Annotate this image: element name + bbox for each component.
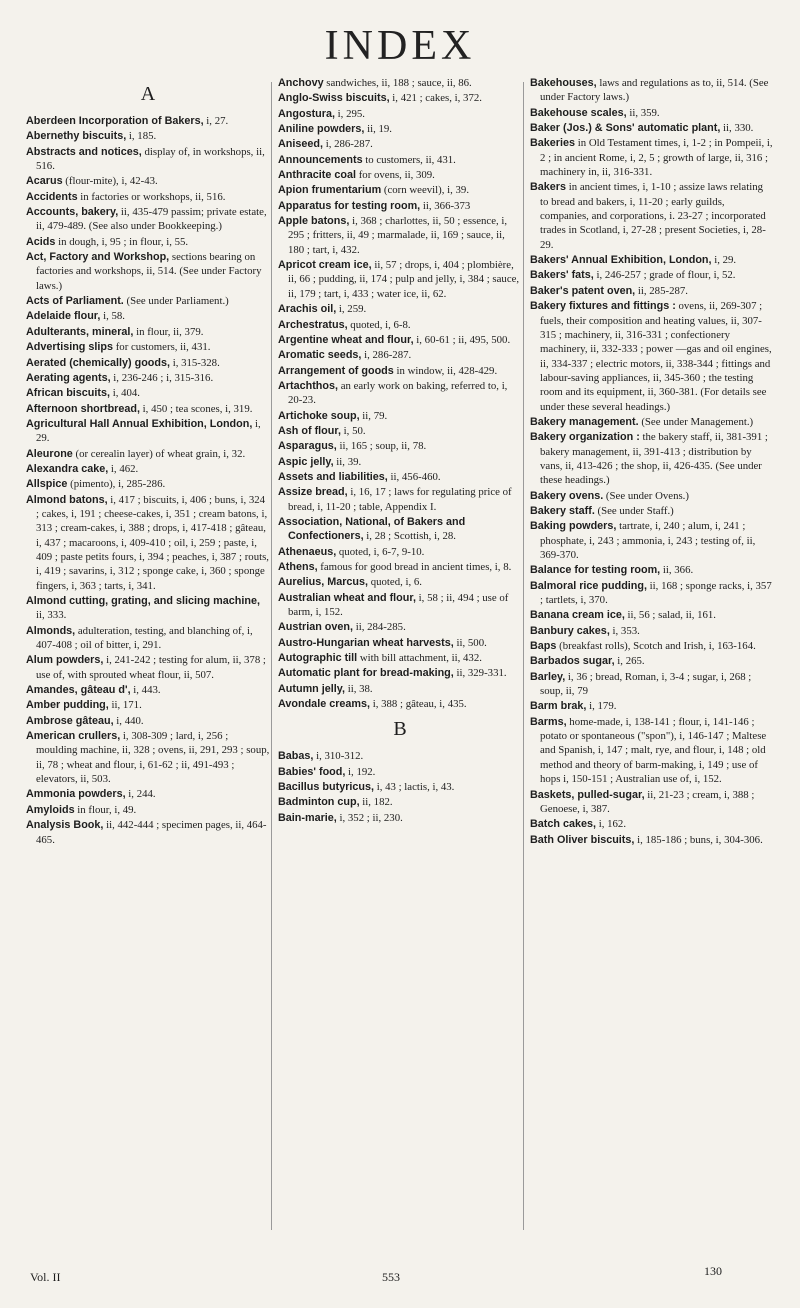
entry-references: i, 450 ; tea scones, i, 319. bbox=[139, 402, 253, 415]
entry-references: in ancient times, i, 1-10 ; assize laws relating to bread and bakers, i, 11-20 ; early guilds, companies, and corporations, i. 23-27 ; incorporated trades in Scotland, i, 27-28 ; present Societies, i, 28-29. bbox=[540, 181, 766, 251]
entry-heading: Bakery management. bbox=[530, 415, 639, 428]
entry-references: i, 462. bbox=[108, 462, 139, 475]
index-entry bbox=[278, 409, 522, 423]
entry-heading: Agricultural Hall Annual Exhibition, London, bbox=[26, 417, 253, 430]
index-entry bbox=[278, 424, 522, 438]
index-entry bbox=[530, 76, 774, 105]
entry-heading: Alexandra cake, bbox=[26, 462, 109, 475]
entry-references: i, 404. bbox=[110, 387, 140, 400]
index-entry bbox=[26, 729, 270, 786]
entry-heading: Bakers bbox=[530, 181, 567, 194]
entry-heading: Artachthos, bbox=[278, 379, 338, 392]
entry-references: sandwiches, ii, 188 ; sauce, ii, 86. bbox=[323, 77, 472, 89]
entry-heading: Acts of Parliament. bbox=[26, 295, 124, 308]
index-entry bbox=[530, 504, 774, 518]
entry-heading: Analysis Book, bbox=[26, 819, 104, 832]
entry-references: i, 246-257 ; grade of flour, i, 52. bbox=[593, 269, 736, 282]
index-entry bbox=[530, 788, 774, 817]
entry-heading: Aromatic seeds, bbox=[278, 349, 362, 362]
entry-heading: Balance for testing room, bbox=[530, 564, 661, 577]
index-entry bbox=[26, 190, 270, 204]
index-entry bbox=[530, 489, 774, 503]
entry-references: i, 27. bbox=[203, 115, 229, 127]
entry-heading: Bakery ovens. bbox=[530, 489, 604, 502]
entry-heading: Abernethy biscuits, bbox=[26, 130, 127, 143]
entry-heading: Avondale creams, bbox=[278, 698, 371, 711]
index-entry bbox=[530, 579, 774, 608]
entry-references: i, 315-328. bbox=[170, 356, 220, 369]
entry-heading: Aberdeen Incorporation of Bakers, bbox=[26, 115, 204, 127]
entry-references: i, 259. bbox=[336, 303, 367, 316]
index-entry bbox=[26, 402, 270, 416]
entry-heading: Almond cutting, grating, and slicing machine, bbox=[26, 595, 260, 607]
entry-heading: Barbados sugar, bbox=[530, 655, 615, 668]
index-entry bbox=[278, 137, 522, 151]
entry-references: i, 50. bbox=[340, 424, 366, 437]
entry-heading: Bakehouse scales, bbox=[530, 106, 627, 119]
entry-references: i, 185-186 ; buns, i, 304-306. bbox=[634, 833, 763, 846]
entry-references: ii, 182. bbox=[359, 796, 393, 809]
index-entry bbox=[26, 235, 270, 249]
entry-references: ii, 79. bbox=[359, 409, 388, 422]
entry-references: ii, 21-23 ; cream, i, 388 ; Genoese, i, 387. bbox=[540, 788, 755, 815]
entry-heading: Ammonia powders, bbox=[26, 788, 126, 801]
entry-references: i, 179. bbox=[586, 700, 617, 713]
entry-heading: Apricot cream ice, bbox=[278, 259, 372, 272]
index-entry bbox=[278, 560, 522, 574]
index-entry bbox=[26, 356, 270, 370]
entry-heading: Aerating agents, bbox=[26, 371, 111, 384]
index-entry bbox=[530, 833, 774, 847]
index-entry bbox=[278, 651, 522, 665]
entry-references: i, 29. bbox=[711, 254, 737, 267]
entry-heading: Ambrose gâteau, bbox=[26, 714, 114, 727]
index-entry bbox=[278, 258, 522, 301]
entry-references: i, 421 ; cakes, i, 372. bbox=[389, 92, 482, 105]
entry-references: i, 58. bbox=[100, 310, 125, 323]
entry-heading: Adelaide flour, bbox=[26, 310, 101, 323]
index-entry bbox=[26, 325, 270, 339]
entry-heading: Austrian oven, bbox=[278, 621, 353, 634]
entry-references: (breakfast rolls), Scotch and Irish, i, 163-164. bbox=[556, 640, 756, 653]
index-entry bbox=[278, 811, 522, 825]
entry-references: i, 440. bbox=[113, 714, 144, 727]
index-entry bbox=[278, 214, 522, 257]
entry-heading: Banbury cakes, bbox=[530, 624, 610, 637]
entry-references: adulteration, testing, and blanching of, i, 407-408 ; oil of bitter, i, 291. bbox=[36, 624, 253, 652]
entry-references: ii, 366-373 bbox=[420, 199, 471, 212]
index-entry bbox=[278, 183, 522, 197]
entry-heading: Arrangement of goods bbox=[278, 364, 394, 377]
entry-references: i, 388 ; gâteau, i, 435. bbox=[370, 698, 467, 711]
entry-references: in flour, i, 49. bbox=[74, 803, 137, 816]
entry-references: i, 60-61 ; ii, 495, 500. bbox=[413, 333, 511, 346]
entry-heading: Baker's patent oven, bbox=[530, 284, 636, 297]
index-entry bbox=[278, 348, 522, 362]
index-entry bbox=[26, 818, 270, 847]
entry-references: sections bearing on factories and workshops, ii, 514. (See under Factory laws.) bbox=[36, 251, 262, 292]
entry-heading: Bakeries bbox=[530, 137, 576, 150]
entry-references: ii, 38. bbox=[345, 682, 373, 695]
entry-heading: Aniline powders, bbox=[278, 123, 365, 136]
index-entry bbox=[278, 318, 522, 332]
entry-references: ii, 329-331. bbox=[453, 667, 507, 680]
entry-references: in Old Testament times, i, 1-2 ; in Pompeii, i, 2 ; in ancient Rome, i, 2, 5 ; growth of large, ii, 316 ; machinery in, ii, 316-331. bbox=[540, 137, 773, 179]
entry-references: ii, 285-287. bbox=[635, 284, 688, 297]
index-entry bbox=[26, 205, 270, 234]
entry-heading: Accounts, bakery, bbox=[26, 206, 119, 219]
entry-heading: Amandes, gâteau d', bbox=[26, 684, 131, 697]
index-entry bbox=[278, 76, 522, 90]
entry-references: ii, 330. bbox=[720, 122, 754, 135]
entry-heading: Baker (Jos.) & Sons' automatic plant, bbox=[530, 122, 721, 135]
index-entry bbox=[278, 575, 522, 589]
index-entry bbox=[278, 91, 522, 105]
index-entry bbox=[530, 136, 774, 179]
entry-references: quoted, i, 6. bbox=[368, 576, 422, 589]
entry-references: i, 308-309 ; lard, i, 256 ; moulding machine, ii, 328 ; ovens, ii, 291, 293 ; soup, ii, 78 ; wheat and flour, i, 61-62 ; ii, 491-493 ; elevators, ii, 503. bbox=[36, 730, 270, 786]
index-entry bbox=[278, 470, 522, 484]
entry-heading: Badminton cup, bbox=[278, 796, 360, 809]
column-divider bbox=[523, 82, 524, 1230]
entry-heading: Aspic jelly, bbox=[278, 455, 334, 468]
entry-heading: Amber pudding, bbox=[26, 699, 109, 712]
entry-references: in flour, ii, 379. bbox=[133, 325, 204, 338]
entry-heading: Aleurone bbox=[26, 447, 73, 460]
entry-heading: Autographic till bbox=[278, 652, 358, 665]
entry-heading: Baking powders, bbox=[530, 520, 617, 533]
entry-heading: Anchovy bbox=[278, 77, 324, 89]
index-column-2 bbox=[278, 76, 522, 826]
entry-heading: Acarus bbox=[26, 175, 63, 188]
index-entry bbox=[278, 636, 522, 650]
index-entry bbox=[278, 545, 522, 559]
index-entry bbox=[26, 386, 270, 400]
entry-references: i, 295. bbox=[334, 107, 365, 120]
index-entry bbox=[26, 624, 270, 653]
entry-heading: Angostura, bbox=[278, 107, 335, 120]
entry-heading: Athenaeus, bbox=[278, 545, 337, 558]
entry-references: famous for good bread in ancient times, i, 8. bbox=[317, 561, 512, 573]
entry-references: ii, 435-479 passim; private estate, ii, 479-489. (See also under Bookkeeping.) bbox=[36, 206, 267, 233]
section-letter: B bbox=[393, 718, 407, 741]
entry-heading: Amyloids bbox=[26, 803, 75, 816]
entry-references: i, 241-242 ; testing for alum, ii, 378 ; use of, with sprouted wheat flour, ii, 507. bbox=[36, 654, 266, 681]
index-entry bbox=[530, 253, 774, 267]
index-entry bbox=[278, 379, 522, 408]
entry-heading: Accidents bbox=[26, 190, 78, 203]
column-divider bbox=[271, 82, 272, 1230]
index-entry bbox=[278, 107, 522, 121]
index-entry bbox=[26, 477, 270, 491]
entry-heading: Australian wheat and flour, bbox=[278, 591, 416, 604]
index-entry bbox=[26, 714, 270, 728]
entry-references: ii, 39. bbox=[333, 455, 362, 468]
index-entry bbox=[278, 122, 522, 136]
index-entry bbox=[26, 683, 270, 697]
index-entry bbox=[530, 106, 774, 120]
entry-references: for ovens, ii, 309. bbox=[356, 169, 435, 182]
section-letter: A bbox=[140, 83, 156, 105]
entry-references: for customers, ii, 431. bbox=[113, 341, 211, 354]
entry-references: i, 286-287. bbox=[361, 349, 412, 362]
entry-references: quoted, i, 6-7, 9-10. bbox=[336, 545, 425, 558]
index-entry bbox=[26, 174, 270, 188]
entry-heading: African biscuits, bbox=[26, 387, 110, 400]
entry-references: quoted, i, 6-8. bbox=[347, 318, 411, 331]
index-entry bbox=[278, 168, 522, 182]
entry-references: ii, 57 ; drops, i, 404 ; plombière, ii, 66 ; pudding, ii, 174 ; pulp and jelly, i, 384 ; sauce, ii, 179 ; tart, i, 433 ; water ice, ii, 62. bbox=[288, 259, 520, 300]
entry-heading: Artichoke soup, bbox=[278, 409, 360, 422]
entry-heading: Abstracts and notices, bbox=[26, 145, 142, 158]
index-entry bbox=[278, 749, 522, 763]
index-entry bbox=[530, 284, 774, 298]
entry-references: ii, 168 ; sponge racks, i, 357 ; tartlets, i, 370. bbox=[540, 579, 772, 607]
entry-references: to customers, ii, 431. bbox=[362, 153, 456, 166]
index-entry bbox=[278, 666, 522, 680]
entry-heading: Barms, bbox=[530, 715, 567, 728]
index-entry bbox=[530, 430, 774, 487]
entry-references: (See under Ovens.) bbox=[603, 489, 689, 502]
entry-references: i, 29. bbox=[36, 417, 261, 445]
entry-heading: Arachis oil, bbox=[278, 303, 337, 316]
index-entry bbox=[278, 682, 522, 696]
index-entry bbox=[278, 302, 522, 316]
entry-references: (or cerealin layer) of wheat grain, i, 32. bbox=[72, 447, 246, 460]
entry-heading: Ash of flour, bbox=[278, 424, 341, 437]
entry-heading: Babies' food, bbox=[278, 765, 346, 778]
index-entry bbox=[530, 624, 774, 638]
entry-references: laws and regulations as to, ii, 514. (See under Factory laws.) bbox=[540, 77, 769, 104]
entry-heading: Babas, bbox=[278, 750, 314, 763]
entry-references: in window, ii, 428-429. bbox=[393, 364, 498, 377]
entry-heading: Baps bbox=[530, 640, 557, 653]
entry-references: home-made, i, 138-141 ; flour, i, 141-146 ; potato or spontaneous ("spon"), i, 146-147 ; Maltese and Spanish, i, 147 ; malt, rye, and flour, i, 148 ; old method and theory of barm-making, i, 149 ; use of hops i, 150-151 ; Australian use of, i, 152. bbox=[540, 715, 767, 786]
entry-heading: Anglo-Swiss biscuits, bbox=[278, 92, 390, 105]
entry-references: ii, 171. bbox=[108, 699, 142, 712]
index-entry bbox=[278, 439, 522, 453]
entry-heading: Bath Oliver biscuits, bbox=[530, 833, 635, 846]
entry-references: i, 43 ; lactis, i, 43. bbox=[374, 781, 455, 794]
index-entry bbox=[278, 485, 522, 514]
entry-heading: American crullers, bbox=[26, 730, 121, 743]
index-entry bbox=[530, 715, 774, 787]
index-entry bbox=[278, 455, 522, 469]
entry-heading: Bakery organization : bbox=[530, 431, 640, 444]
signature-mark: 130 bbox=[704, 1264, 722, 1278]
page-number: 553 bbox=[382, 1270, 400, 1284]
entry-references: with bill attachment, ii, 432. bbox=[357, 652, 482, 665]
index-entry bbox=[530, 299, 774, 414]
entry-references: ii, 359. bbox=[626, 106, 660, 119]
entry-heading: Bakers' Annual Exhibition, London, bbox=[530, 254, 712, 267]
entry-heading: Bakery fixtures and fittings : bbox=[530, 300, 676, 313]
entry-heading: Autumn jelly, bbox=[278, 682, 345, 695]
entry-heading: Assize bread, bbox=[278, 486, 348, 499]
index-entry bbox=[26, 309, 270, 323]
entry-references: ii, 366. bbox=[660, 564, 694, 577]
entry-heading: Allspice bbox=[26, 478, 68, 491]
index-entry bbox=[278, 153, 522, 167]
entry-references: ii, 456-460. bbox=[387, 470, 441, 483]
index-entry bbox=[530, 180, 774, 252]
index-entry bbox=[278, 697, 522, 711]
entry-heading: Argentine wheat and flour, bbox=[278, 333, 414, 346]
entry-heading: Apple batons, bbox=[278, 215, 350, 228]
entry-heading: Almond batons, bbox=[26, 493, 108, 506]
entry-heading: Balmoral rice pudding, bbox=[530, 579, 647, 592]
entry-references: (See under Parliament.) bbox=[123, 295, 229, 308]
entry-heading: Athens, bbox=[278, 561, 318, 573]
entry-references: in factories or workshops, ii, 516. bbox=[77, 190, 226, 203]
entry-references: i, 28 ; Scottish, i, 28. bbox=[363, 530, 456, 543]
entry-heading: Automatic plant for bread-making, bbox=[278, 667, 454, 680]
index-entry bbox=[26, 787, 270, 801]
entry-references: i, 443. bbox=[130, 684, 161, 697]
index-entry bbox=[530, 699, 774, 713]
entry-references: ii, 56 ; salad, ii, 161. bbox=[624, 609, 716, 622]
entry-references: (See under Management.) bbox=[638, 415, 754, 428]
entry-heading: Bacillus butyricus, bbox=[278, 781, 375, 794]
entry-heading: Austro-Hungarian wheat harvests, bbox=[278, 636, 454, 649]
entry-heading: Act, Factory and Workshop, bbox=[26, 251, 170, 264]
entry-references: ii, 165 ; soup, ii, 78. bbox=[336, 440, 427, 453]
index-entry bbox=[26, 417, 270, 446]
index-entry bbox=[26, 250, 270, 293]
index-entry bbox=[530, 817, 774, 831]
entry-heading: Baskets, pulled-sugar, bbox=[530, 788, 645, 801]
index-entry bbox=[26, 803, 270, 817]
index-entry bbox=[278, 765, 522, 779]
entry-references: an early work on baking, referred to, i, 20-23. bbox=[288, 379, 508, 407]
index-column-1 bbox=[26, 76, 270, 848]
entry-references: ii, 19. bbox=[364, 123, 392, 136]
entry-heading: Apion frumentarium bbox=[278, 184, 382, 197]
index-entry bbox=[26, 462, 270, 476]
entry-references: (pimento), i, 285-286. bbox=[67, 478, 166, 491]
entry-heading: Almonds, bbox=[26, 624, 76, 637]
entry-references: i, 417 ; biscuits, i, 406 ; buns, i, 324 ; cakes, i, 191 ; cheese-cakes, i, 351 ; cream batons, i, 313 ; cream-cakes, i, 388 ; drops, i, 417-418 ; gâteau, i, 437 ; macaroons, i, 409-410 ; oil, i, 259 ; paste, i, 409 ; paste petits fours, i, 394 ; peaches, i, 387 ; routs, i, 419 ; savarins, i, 312 ; sponge cake, i, 360 ; sponge fingers, i, 363 ; tarts, i, 341. bbox=[36, 493, 269, 592]
entry-heading: Asparagus, bbox=[278, 440, 337, 453]
entry-references: i, 58 ; ii, 494 ; use of barm, i, 152. bbox=[288, 591, 509, 619]
entry-heading: Afternoon shortbread, bbox=[26, 402, 140, 415]
entry-heading: Bain-marie, bbox=[278, 811, 337, 824]
entry-heading: Adulterants, mineral, bbox=[26, 325, 134, 338]
index-entry bbox=[26, 340, 270, 354]
index-entry bbox=[530, 519, 774, 562]
entry-heading: Banana cream ice, bbox=[530, 609, 625, 622]
index-entry bbox=[278, 780, 522, 794]
entry-references: i, 162. bbox=[596, 818, 627, 831]
index-entry bbox=[26, 371, 270, 385]
index-entry bbox=[26, 447, 270, 461]
entry-references: the bakery staff, ii, 381-391 ; bakery management, ii, 391-413 ; distribution by vans, ii, 413-426 ; the shop, ii, 426-435. (See under these headings.) bbox=[540, 431, 768, 487]
entry-heading: Aurelius, Marcus, bbox=[278, 576, 369, 589]
entry-references: tartrate, i, 240 ; alum, i, 241 ; phosphate, i, 243 ; ammonia, i, 243 ; testing of, ii, 369-370. bbox=[540, 520, 756, 561]
index-entry bbox=[530, 121, 774, 135]
index-entry bbox=[26, 145, 270, 174]
entry-heading: Archestratus, bbox=[278, 318, 348, 331]
entry-references: i, 16, 17 ; laws for regulating price of bread, i, 11-20 ; table, Appendix I. bbox=[288, 486, 512, 513]
entry-references: ii, 284-285. bbox=[353, 621, 406, 634]
entry-heading: Assets and liabilities, bbox=[278, 470, 388, 483]
index-entry bbox=[530, 654, 774, 668]
index-entry bbox=[278, 591, 522, 620]
index-entry bbox=[26, 294, 270, 308]
entry-references: i, 286-287. bbox=[323, 138, 373, 151]
entry-heading: Announcements bbox=[278, 153, 363, 166]
entry-heading: Apparatus for testing room, bbox=[278, 199, 421, 212]
entry-references: ii, 500. bbox=[453, 636, 487, 649]
entry-references: (corn weevil), i, 39. bbox=[381, 184, 470, 197]
index-entry bbox=[278, 199, 522, 213]
index-entry bbox=[530, 268, 774, 282]
entry-references: i, 310-312. bbox=[313, 750, 364, 763]
entry-heading: Association, National, of Bakers and Confectioners, bbox=[278, 515, 466, 543]
entry-references: i, 352 ; ii, 230. bbox=[336, 811, 403, 824]
entry-references: display of, in workshops, ii, 516. bbox=[36, 145, 265, 173]
entry-references: i, 185. bbox=[126, 130, 157, 143]
entry-references: i, 236-246 ; i, 315-316. bbox=[110, 371, 214, 384]
entry-heading: Aniseed, bbox=[278, 138, 324, 151]
entry-heading: Bakery staff. bbox=[530, 504, 595, 517]
index-entry bbox=[26, 653, 270, 682]
entry-heading: Acids bbox=[26, 235, 56, 248]
index-entry bbox=[26, 114, 270, 128]
entry-heading: Bakers' fats, bbox=[530, 269, 594, 282]
index-entry bbox=[530, 670, 774, 699]
index-entry bbox=[26, 698, 270, 712]
entry-references: i, 36 ; bread, Roman, i, 3-4 ; sugar, i, 268 ; soup, ii, 79 bbox=[540, 670, 752, 698]
index-entry bbox=[278, 795, 522, 809]
entry-references: i, 353. bbox=[609, 624, 640, 637]
index-entry bbox=[278, 333, 522, 347]
index-entry bbox=[278, 515, 522, 544]
entry-heading: Batch cakes, bbox=[530, 818, 597, 831]
entry-heading: Anthracite coal bbox=[278, 169, 356, 182]
index-entry bbox=[278, 364, 522, 378]
index-entry bbox=[26, 129, 270, 143]
entry-heading: Advertising slips bbox=[26, 341, 113, 354]
page-title: INDEX bbox=[324, 23, 476, 69]
entry-references: i, 368 ; charlottes, ii, 50 ; essence, i, 295 ; fritters, ii, 49 ; marmalade, ii, 169 ; sauce, ii, 180 ; tart, i, 432. bbox=[288, 215, 508, 256]
entry-references: i, 244. bbox=[125, 788, 156, 801]
index-entry bbox=[530, 639, 774, 653]
index-entry bbox=[278, 620, 522, 634]
entry-heading: Alum powders, bbox=[26, 654, 104, 667]
entry-references: i, 265. bbox=[614, 655, 645, 668]
entry-heading: Bakehouses, bbox=[530, 77, 597, 89]
entry-heading: Barley, bbox=[530, 670, 566, 683]
entry-references: i, 192. bbox=[345, 765, 376, 778]
index-column-3 bbox=[530, 76, 774, 848]
volume-label: Vol. II bbox=[30, 1270, 61, 1284]
index-entry bbox=[26, 493, 270, 593]
index-entry bbox=[530, 415, 774, 429]
entry-references: ovens, ii, 269-307 ; fuels, their composition and heating values, ii, 307-315 ; machinery, ii, 316-331 ; confectionery machinery, ii, 332-333 ; power —gas and oil engines, ii, 334-337 ; electric motors, ii, 338-344 ; fittings and labour-saving appliances, ii, 345-360 ; the testing room and its equipment, ii, 360-381. (For details see under these several headings.) bbox=[540, 300, 772, 413]
entry-references: ii, 442-444 ; specimen pages, ii, 464-465. bbox=[36, 819, 267, 846]
entry-references: ii, 333. bbox=[36, 609, 67, 622]
entry-heading: Aerated (chemically) goods, bbox=[26, 356, 170, 369]
entry-references: in dough, i, 95 ; in flour, i, 55. bbox=[55, 235, 189, 248]
index-entry bbox=[26, 594, 270, 623]
entry-heading: Barm brak, bbox=[530, 700, 587, 713]
entry-references: (See under Staff.) bbox=[594, 504, 674, 517]
index-entry bbox=[530, 608, 774, 622]
index-entry bbox=[530, 563, 774, 577]
entry-references: (flour-mite), i, 42-43. bbox=[62, 175, 158, 188]
